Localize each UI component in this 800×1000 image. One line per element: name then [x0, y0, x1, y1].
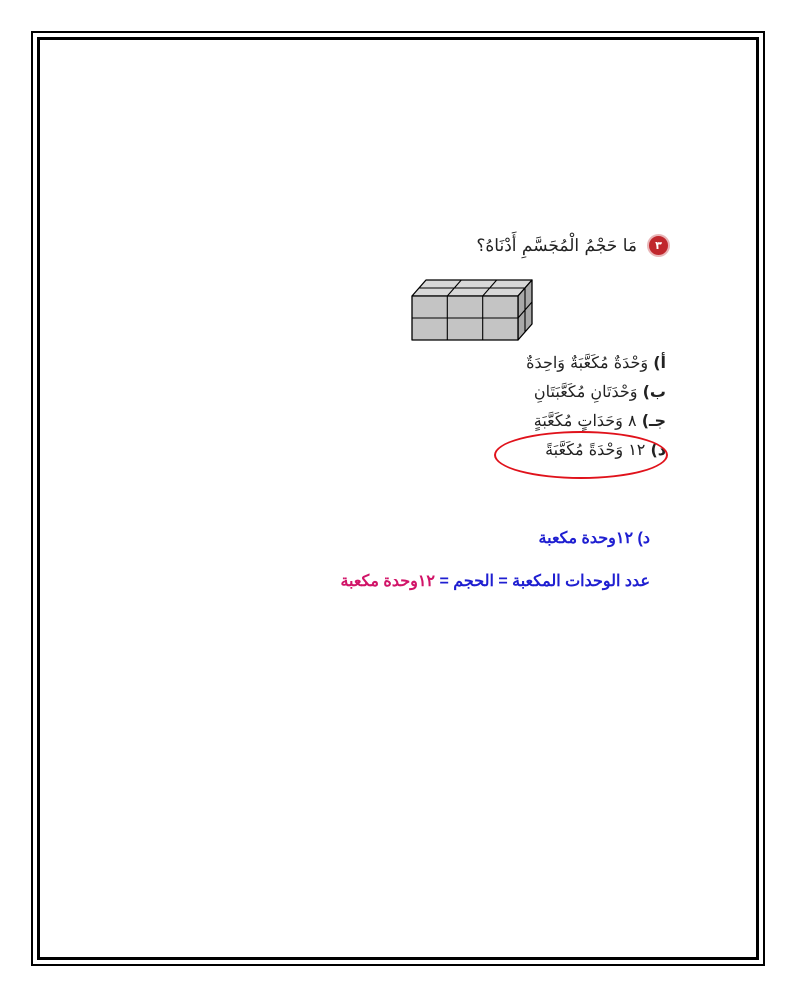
option-d-text: ١٢ وَحْدَةً مُكَعَّبَةً [545, 440, 646, 459]
option-a [526, 348, 666, 377]
correct-answer-circle [494, 431, 668, 479]
question-number-badge: ٣ [647, 234, 670, 257]
answer-line-2-equation: عدد الوحدات المكعبة = الحجم = [439, 573, 650, 590]
option-a-letter: أ) [653, 353, 666, 372]
option-d-letter: د) [650, 440, 666, 459]
question-text: مَا حَجْمُ الْمُجَسَّمِ أَدْنَاهُ؟ [476, 235, 637, 256]
rectangular-prism-figure [408, 274, 536, 344]
option-a-text: وَحْدَةٌ مُكَعَّبَةٌ وَاحِدَةٌ [526, 353, 649, 372]
question-row [476, 234, 670, 257]
option-b [526, 377, 666, 406]
answer-line-2-result: ١٢وحدة مكعبة [340, 573, 436, 590]
option-c-letter: جـ) [641, 411, 666, 430]
answer-line-2 [340, 571, 650, 591]
option-c-text: ٨ وَحَدَاتٍ مُكَعَّبَةٍ [533, 411, 637, 430]
answer-line-1: د) ١٢وحدة مكعبة [538, 530, 650, 547]
option-b-text: وَحْدَتَانِ مُكَعَّبَتَانِ [533, 382, 638, 401]
option-b-letter: ب) [642, 382, 666, 401]
page-border-inner [37, 37, 759, 960]
